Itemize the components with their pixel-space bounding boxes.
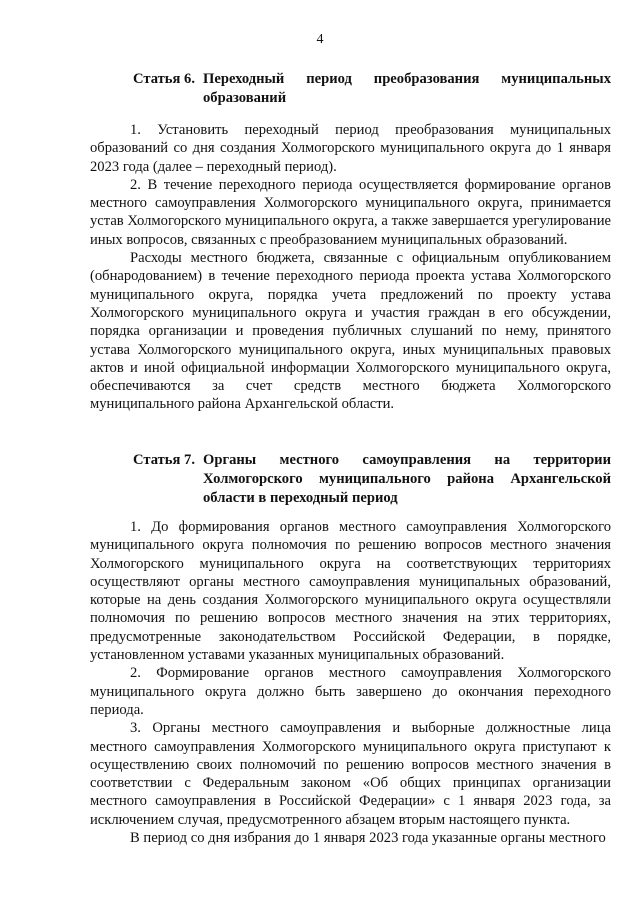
article-6-paragraph-3: Расходы местного бюджета, связанные с официальным опубликованием (обнародованием) в течение переходного периода проекта устава Холмогорского муниципального округа, порядка учета предложений по проекту устава Холмогорского муниципального округа и участия граждан в его обсуждении, порядка организации и проведения публичных слушаний по нему, принятого устава Холмогорского муниципального округа, иных муниципальных правовых актов и иной официальной информации Холмогорского муниципального округа, обеспечиваются за счет средств местного бюджета Холмогорского муниципального района Архангельской области.	[90, 250, 611, 413]
article-7-paragraph-2: 2. Формирование органов местного самоуправления Холмогорского муниципального округа должно быть завершено до окончания переходного периода.	[90, 665, 611, 718]
article-7-paragraph-1: 1. До формирования органов местного самоуправления Холмогорского муниципального округа полномочия по решению вопросов местного значения Холмогорского муниципального округа на соответствующих территориях осуществляют органы местного самоуправления муниципальных образований, которые на день создания Холмогорского муниципального округа осуществляли полномочия по решению вопросов местного значения на этих территориях, предусмотренные законодательством Российской Федерации, в порядке, установленном уставами указанных муниципальных образований.	[90, 519, 611, 664]
article-7-body	[90, 518, 611, 847]
article-6-heading	[133, 70, 611, 108]
article-7-heading	[133, 451, 611, 508]
article-7-title: Органы местного самоуправления на территории Холмогорского муниципального района Архангельской области в переходный период	[203, 452, 611, 506]
article-6-paragraph-1: 1. Установить переходный период преобразования муниципальных образований со дня создания Холмогорского муниципального округа до 1 января 2023 года (далее – переходный период).	[90, 122, 611, 175]
article-6-number: Статья 6.	[133, 71, 195, 87]
article-7-number: Статья 7.	[133, 452, 195, 468]
article-6-title: Переходный период преобразования муниципальных образований	[203, 71, 611, 106]
article-6-paragraph-2: 2. В течение переходного периода осуществляется формирование органов местного самоуправления Холмогорского муниципального округа, принимается устав Холмогорского муниципального округа, а также завершается урегулирование иных вопросов, связанных с преобразованием муниципальных образований.	[90, 176, 611, 248]
article-7-paragraph-4: В период со дня избрания до 1 января 2023 года указанные органы местного	[130, 830, 606, 847]
page-number: 4	[316, 32, 324, 47]
article-7-paragraph-3: 3. Органы местного самоуправления и выборные должностные лица местного самоуправления Холмогорского муниципального округа приступают к осуществлению своих полномочий по решению вопросов местного значения в соответствии с Федеральным законом «Об общих принципах организации местного самоуправления в Российской Федерации» с 1 января 2023 года, за исключением случая, предусмотренного абзацем вторым настоящего пункта.	[90, 720, 611, 828]
article-6-body	[90, 121, 611, 414]
